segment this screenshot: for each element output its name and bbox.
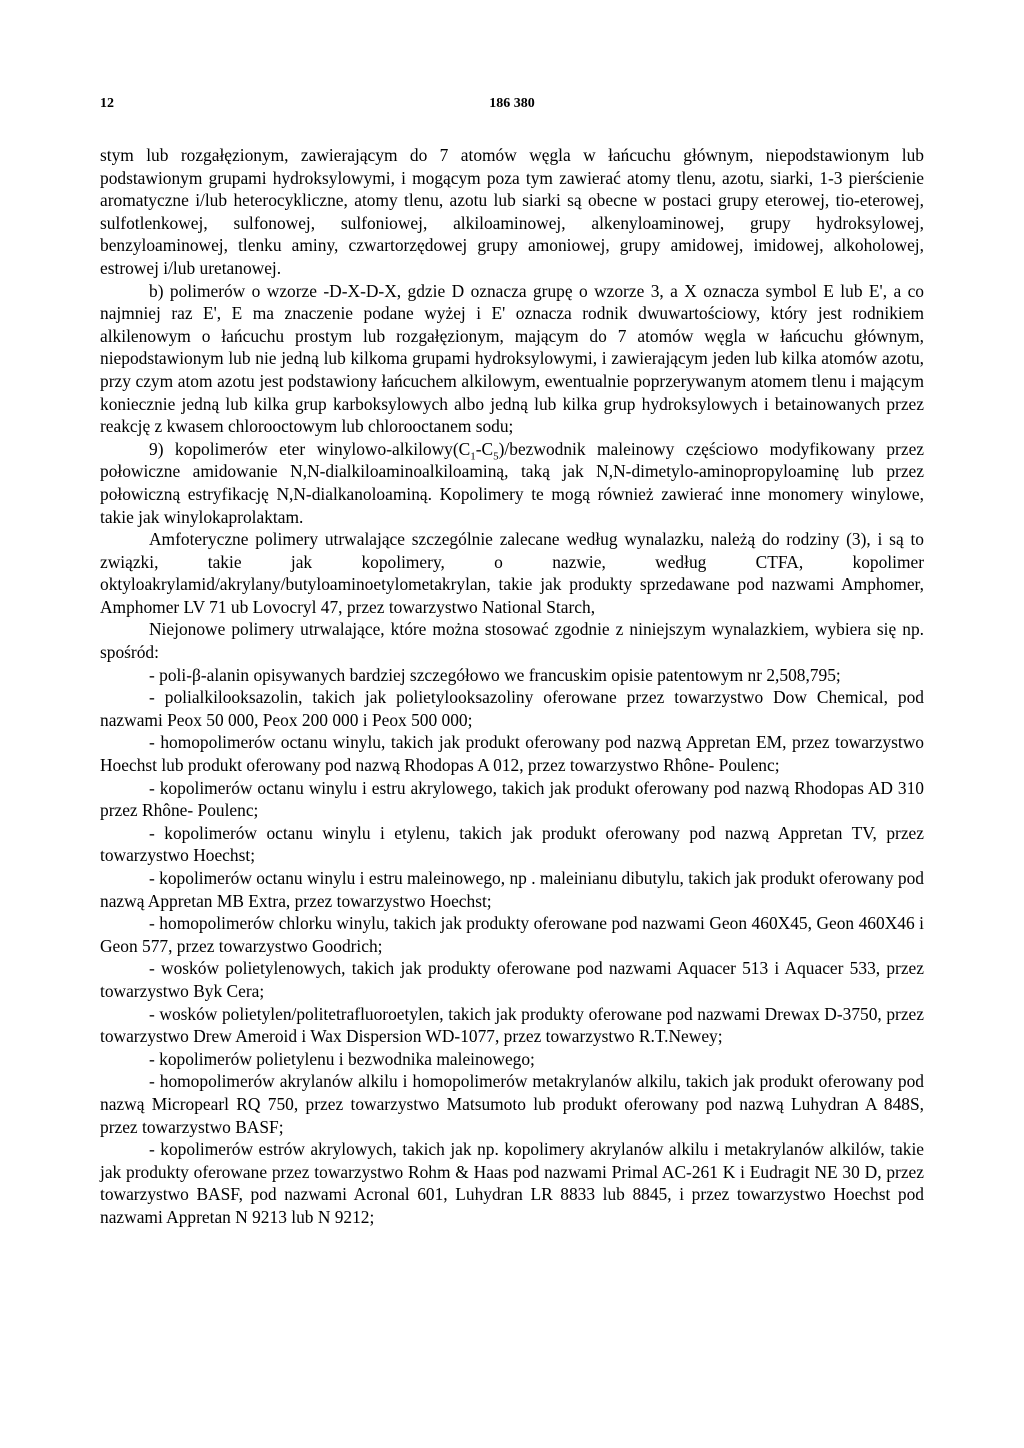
paragraph-continuation: stym lub rozgałęzionym, zawierającym do 7 atomów węgla w łańcuchu głównym, niepodstawionym lub podstawionym grupami hydroksylowymi, i mogącym poza tym zawierać atomy tlenu, azotu, siarki, 1-3 pierścienie aromatyczne i/lub heterocykliczne, atomy tlenu, azotu lub siarki są obecne w postaci grupy eterowej, tio-eterowej, sulfotlenkowej, sulfonowej, sulfoniowej, alkiloaminowej, alkenyloaminowej, grupy hydroksylowej, benzyloaminowej, tlenku aminy, czwartorzędowej grupy amoniowej, grupy amidowej, imidowej, alkoholowej, estrowej i/lub uretanowej. bbox=[100, 145, 924, 278]
list-item: - wosków polietylenowych, takich jak produkty oferowane pod nazwami Aquacer 513 i Aquacer 533, przez towarzystwo Byk Cera; bbox=[100, 958, 924, 1001]
list-item: - polialkilooksazolin, takich jak polietylooksazoliny oferowane przez towarzystwo Dow Chemical, pod nazwami Peox 50 000, Peox 200 000 i Peox 500 000; bbox=[100, 687, 924, 730]
list-item: - kopolimerów octanu winylu i estru akrylowego, takich jak produkt oferowany pod nazwą Rhodopas AD 310 przez Rhône- Poulenc; bbox=[100, 777, 924, 821]
list-item: - poli-β-alanin opisywanych bardziej szczegółowo we francuskim opisie patentowym nr 2,508,795; bbox=[149, 664, 841, 685]
paragraph-polymers-b: b) polimerów o wzorze -D-X-D-X, gdzie D oznacza grupę o wzorze 3, a X oznacza symbol E lub E', a co najmniej raz E', E ma znaczenie podane wyżej i E' oznacza rodnik dwuwartościowy, który jest rodnikiem alkilenowym o łańcuchu prostym lub rozgałęzionym, mającym do 7 atomów węgla w łańcuchu głównym, niepodstawionym lub nie jedną lub kilkoma grupami hydroksylowymi, i zawierającym jeden lub kilka atomów azotu, przy czym atom azotu jest podstawiony łańcuchem alkilowym, ewentualnie poprzerywanym atomem tlenu i mającym koniecznie jedną lub kilka grup karboksylowych albo jedną lub kilka grup hydroksylowych i betainowanych przez reakcję z kwasem chlorooctowym lub chlorooctanem sodu; bbox=[100, 280, 924, 437]
list-item: - wosków polietylen/politetrafluoroetylen, takich jak produkty oferowane pod nazwami Drewax D-3750, przez towarzystwo Drew Ameroid i Wax Dispersion WD-1077, przez towarzystwo R.T.Newey; bbox=[100, 1003, 924, 1047]
subscript-1: 1 bbox=[470, 450, 476, 463]
document-number: 186 380 bbox=[489, 96, 535, 111]
list-item: - homopolimerów chlorku winylu, takich jak produkty oferowane pod nazwami Geon 460X45, Geon 460X46 i Geon 577, przez towarzystwo Goodrich; bbox=[100, 913, 924, 956]
list-item: - kopolimerów estrów akrylowych, takich jak np. kopolimery akrylanów alkilu i metakrylanów alkilów, takie jak produkty oferowane przez towarzystwo Rohm & Haas pod nazwami Primal AC-261 K i Eudragit NE 30 D, przez towarzystwo BASF, pod nazwami Acronal 601, Luhydran LR 8833 lub 8845, i przez towarzystwo Hoechst pod nazwami Appretan N 9213 lub N 9212; bbox=[100, 1139, 924, 1227]
document-body bbox=[100, 144, 924, 1229]
copolymer-text-1: 9) kopolimerów eter winylowo-alkilowy(C bbox=[149, 438, 471, 459]
page-number: 12 bbox=[100, 96, 114, 111]
list-item: - homopolimerów octanu winylu, takich jak produkt oferowany pod nazwą Appretan EM, przez towarzystwo Hoechst lub produkt oferowany pod nazwą Rhodopas A 012, przez towarzystwo Rhône- Poulenc; bbox=[100, 732, 924, 776]
copolymer-text-2: -C bbox=[475, 438, 494, 459]
page-header bbox=[100, 96, 924, 120]
list-item: - homopolimerów akrylanów alkilu i homopolimerów metakrylanów alkilu, takich jak produkt oferowany pod nazwą Micropearl RQ 750, przez towarzystwo Matsumoto lub produkt oferowany pod nazwą Luhydran A 848S, przez towarzystwo BASF; bbox=[100, 1071, 924, 1137]
copolymer-text-3: )/bezwodnik maleinowy częściowo modyfikowany przez połowiczne amidowanie N,N-dialkiloaminoalkiloaminą, taką jak N,N-dimetylo-aminopropyloaminę lub przez połowiczną estryfikację N,N-dialkanoloaminą. Kopolimery te mogą również zawierać inne monomery winylowe, takie jak winylokaprolaktam. bbox=[100, 438, 925, 527]
paragraph-amphoteric: Amfoteryczne polimery utrwalające szczególnie zalecane według wynalazku, należą do rodziny (3), i są to związki, takie jak kopolimery, o nazwie, według CTFA, kopolimer oktyloakrylamid/akrylany/butyloaminoetylometakrylan, takie jak produkty sprzedawane pod nazwami Amphomer, Amphomer LV 71 ub Lovocryl 47, przez towarzystwo National Starch, bbox=[100, 529, 924, 617]
paragraph-copolymers-9 bbox=[100, 438, 924, 528]
list-item: - kopolimerów polietylenu i bezwodnika maleinowego; bbox=[149, 1048, 535, 1069]
list-item: - kopolimerów octanu winylu i etylenu, takich jak produkt oferowany pod nazwą Appretan TV, przez towarzystwo Hoechst; bbox=[100, 822, 924, 866]
subscript-5: 5 bbox=[493, 450, 499, 463]
paragraph-nonionic-intro: Niejonowe polimery utrwalające, które można stosować zgodnie z niniejszym wynalazkiem, wybiera się np. spośród: bbox=[100, 619, 924, 663]
list-item: - kopolimerów octanu winylu i estru maleinowego, np . maleinianu dibutylu, takich jak produkt oferowany pod nazwą Appretan MB Extra, przez towarzystwo Hoechst; bbox=[100, 868, 924, 911]
